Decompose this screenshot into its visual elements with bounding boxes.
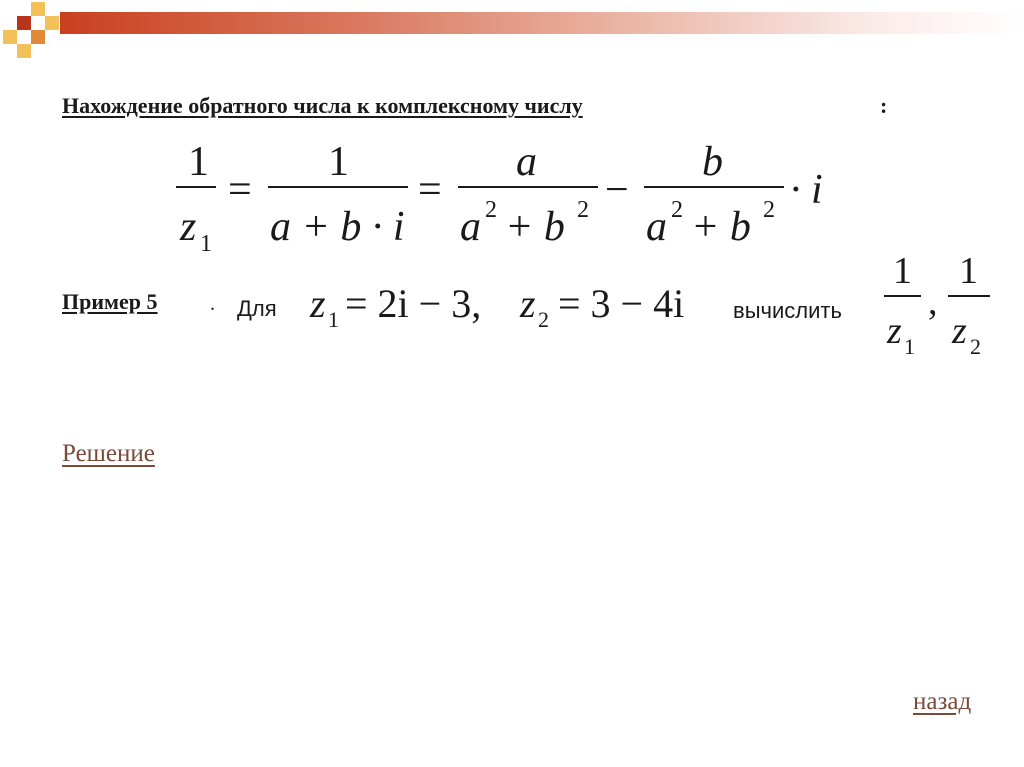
- equals-sign: =: [418, 167, 442, 213]
- exponent: 2: [671, 197, 683, 223]
- fraction4-denominator-b: + b: [691, 204, 751, 250]
- z2-variable: z: [520, 281, 536, 326]
- example-compute-word: вычислить: [733, 298, 842, 323]
- formula-lhs-variable: z: [180, 204, 197, 250]
- formula-lhs-subscript: 1: [200, 231, 212, 257]
- fraction3-numerator: a: [516, 139, 537, 185]
- z2-value: = 3 − 4i: [558, 281, 685, 326]
- fraction4-denominator-a: a: [646, 204, 667, 250]
- solution-link[interactable]: Решение: [62, 440, 155, 467]
- reciprocal2-subscript: 2: [970, 334, 981, 359]
- fraction3-denominator-b: + b: [505, 204, 565, 250]
- example-label-dot: .: [210, 293, 215, 315]
- z1-subscript: 1: [328, 307, 339, 332]
- fraction4-numerator: b: [702, 139, 723, 185]
- exponent: 2: [485, 197, 497, 223]
- fraction2-denominator: a + b · i: [270, 204, 405, 250]
- title-colon: :: [880, 93, 888, 118]
- fraction3-denominator-a: a: [460, 204, 481, 250]
- z1-variable: z: [310, 281, 326, 326]
- reciprocal2-variable: z: [952, 310, 967, 352]
- exponent: 2: [763, 197, 775, 223]
- separator-comma: ,: [928, 281, 938, 323]
- reciprocal2-numerator: 1: [959, 250, 978, 292]
- minus-sign: −: [605, 167, 629, 213]
- z2-subscript: 2: [538, 307, 549, 332]
- reciprocal1-subscript: 1: [904, 334, 915, 359]
- z1-value: = 2i − 3,: [345, 281, 482, 326]
- page-title: Нахождение обратного числа к комплексному числу: [62, 93, 583, 118]
- exponent: 2: [577, 197, 589, 223]
- imaginary-unit-factor: · i: [790, 167, 823, 213]
- reciprocal1-numerator: 1: [893, 250, 912, 292]
- fraction2-numerator: 1: [328, 139, 349, 185]
- example-for-word: Для: [237, 296, 277, 321]
- reciprocal1-variable: z: [887, 310, 902, 352]
- back-link[interactable]: назад: [913, 688, 972, 715]
- example-label: Пример 5: [62, 289, 158, 314]
- formula-lhs-numerator: 1: [188, 139, 209, 185]
- equals-sign: =: [228, 167, 252, 213]
